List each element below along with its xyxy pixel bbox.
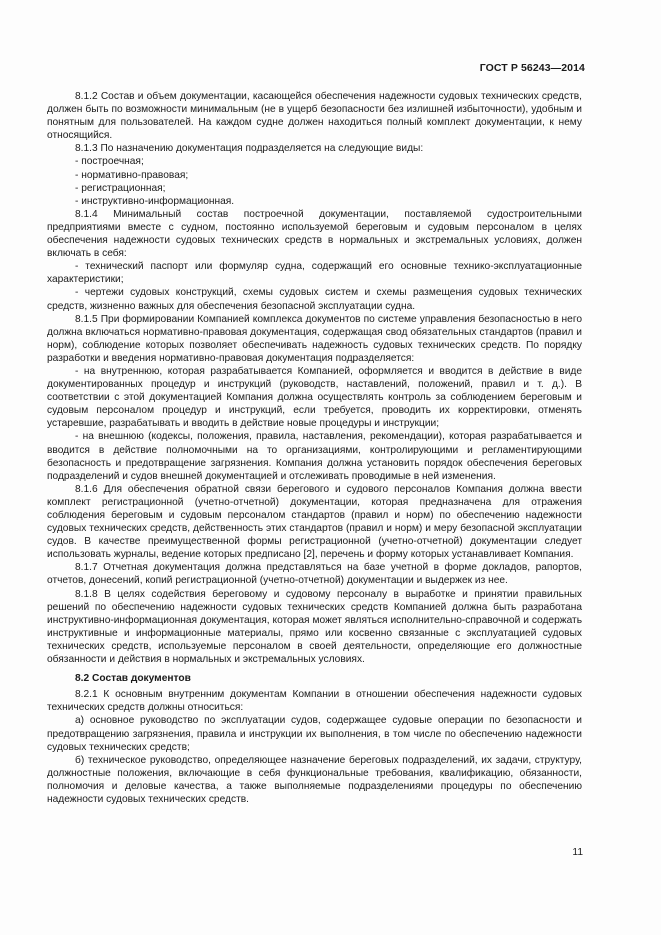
page-number: 11 [572,847,583,858]
document-body [47,90,582,806]
paragraph-8-2-1: 8.2.1 К основным внутренним документам Компании в отношении обеспечения надежности судовых технических средств должны относиться: [47,689,582,714]
paragraph-8-1-8: 8.1.8 В целях содействия береговому и судовому персоналу в выработке и принятии правильных решений по обеспечению надежности судовых технических средств Компанией должна быть разработана инструктивно-информационная документация, которая может являться исполнительно-справочной и содержать инструктивные и информационные материалы, прямо или косвенно связанные с эксплуатацией судовых технических средств, используемые персоналом в своей деятельности, определяющие его должностные обязанности и действия в нормальных и экстремальных условиях. [47,588,582,666]
standard-number: ГОСТ Р 56243—2014 [479,62,585,74]
list-item: а) основное руководство по эксплуатации судов, содержащее судовые операции по безопасности и предотвращению загрязнения, правила и инструкции их выполнения, в том числе по обеспечению надежности судовых технических средств; [47,715,582,753]
list-item: - регистрационная; [75,182,166,194]
paragraph-8-1-2: 8.1.2 Состав и объем документации, касающейся обеспечения надежности судовых технических средств, должен быть по возможности минимальным (не в ущерб безопасности без излишней избыточности), удобным и понятным для пользователей. На каждом судне должен находиться полный комплект документации, к нему относящийся. [47,91,582,142]
list-item: - на внешнюю (кодексы, положения, правила, наставления, рекомендации), которая разрабатывается и вводится в действие полномочными на то организациями, контролирующими и регламентирующими безопасность и предотвращение загрязнения. Компания должна установить порядок обеспечения береговых подразделений и судов внешней документацией и отслеживать проводимые в ней изменения. [47,431,582,482]
paragraph-8-1-4: 8.1.4 Минимальный состав построечной документации, поставляемой судостроительными предприятиями вместе с судном, постоянно используемой береговым и судовым персоналом в целях обеспечения надежности судовых технических средств в нормальных и экстремальных условиях, должен включать в себя: [47,208,582,260]
list-item: - на внутреннюю, которая разрабатывается Компанией, оформляется и вводится в действие в виде документированных процедур и инструкций (руководств, наставлений, положений, правил и т. д.). В соответствии с этой документацией Компания должна осуществлять контроль за соблюдением береговым и судовым персоналом процедур и инструкций, если требуется, проводить их корректировки, отменять устаревшие, разрабатывать и вводить в действие новые процедуры и инструкции; [47,365,582,430]
list-item: б) техническое руководство, определяющее назначение береговых подразделений, их задачи, структуру, должностные положения, включающие в себя функциональные требования, квалификацию, обязанности, полномочия и деловые качества, а также выполняемые подразделениями процедуры по обеспечению надежности судовых технических средств. [47,754,582,805]
paragraph-8-1-3: 8.1.3 По назначению документация подразделяется на следующие виды: [75,143,424,155]
list-item: - инструктивно-информационная. [75,195,235,207]
list-item: - построечная; [75,156,144,168]
paragraph-8-1-6: 8.1.6 Для обеспечения обратной связи берегового и судового персоналов Компания должна ввести комплект регистрационной (учетно-отчетной) документации, которая предназначена для отражения соблюдения береговым и судовым персоналом стандартов (правил и норм) по обеспечению надежности судовых технических средств, действенность этих стандартов (правил и норм) и меру безопасной эксплуатации судов. В качестве преимущественной формы регистрационной (учетно-отчетной) документации следует использовать журналы, ведение которых предписано [2], перечень и форму которых устанавливает Компания. [47,483,582,561]
paragraph-8-1-7: 8.1.7 Отчетная документация должна представляться на базе учетной в форме докладов, рапортов, отчетов, донесений, копий регистрационной (учетно-отчетной) документации и выдержек из нее. [47,562,582,587]
list-item: - нормативно-правовая; [75,169,189,181]
list-item: - технический паспорт или формуляр судна, содержащий его основные технико-эксплуатационные характеристики; [47,261,582,286]
list-item: - чертежи судовых конструкций, схемы судовых систем и схемы размещения судовых технических средств, жизненно важных для обеспечения безопасной эксплуатации судна. [47,287,582,312]
paragraph-8-1-5: 8.1.5 При формировании Компанией комплекса документов по системе управления безопасностью в него должна включаться нормативно-правовая документация, содержащая свод обязательных стандартов (правил и норм), соблюдение которых позволяет обеспечивать надежность судовых технических средств. По порядку разработки и введения нормативно-правовая документация подразделяется: [47,313,582,364]
section-heading-8-2: 8.2 Состав документов [75,673,191,685]
